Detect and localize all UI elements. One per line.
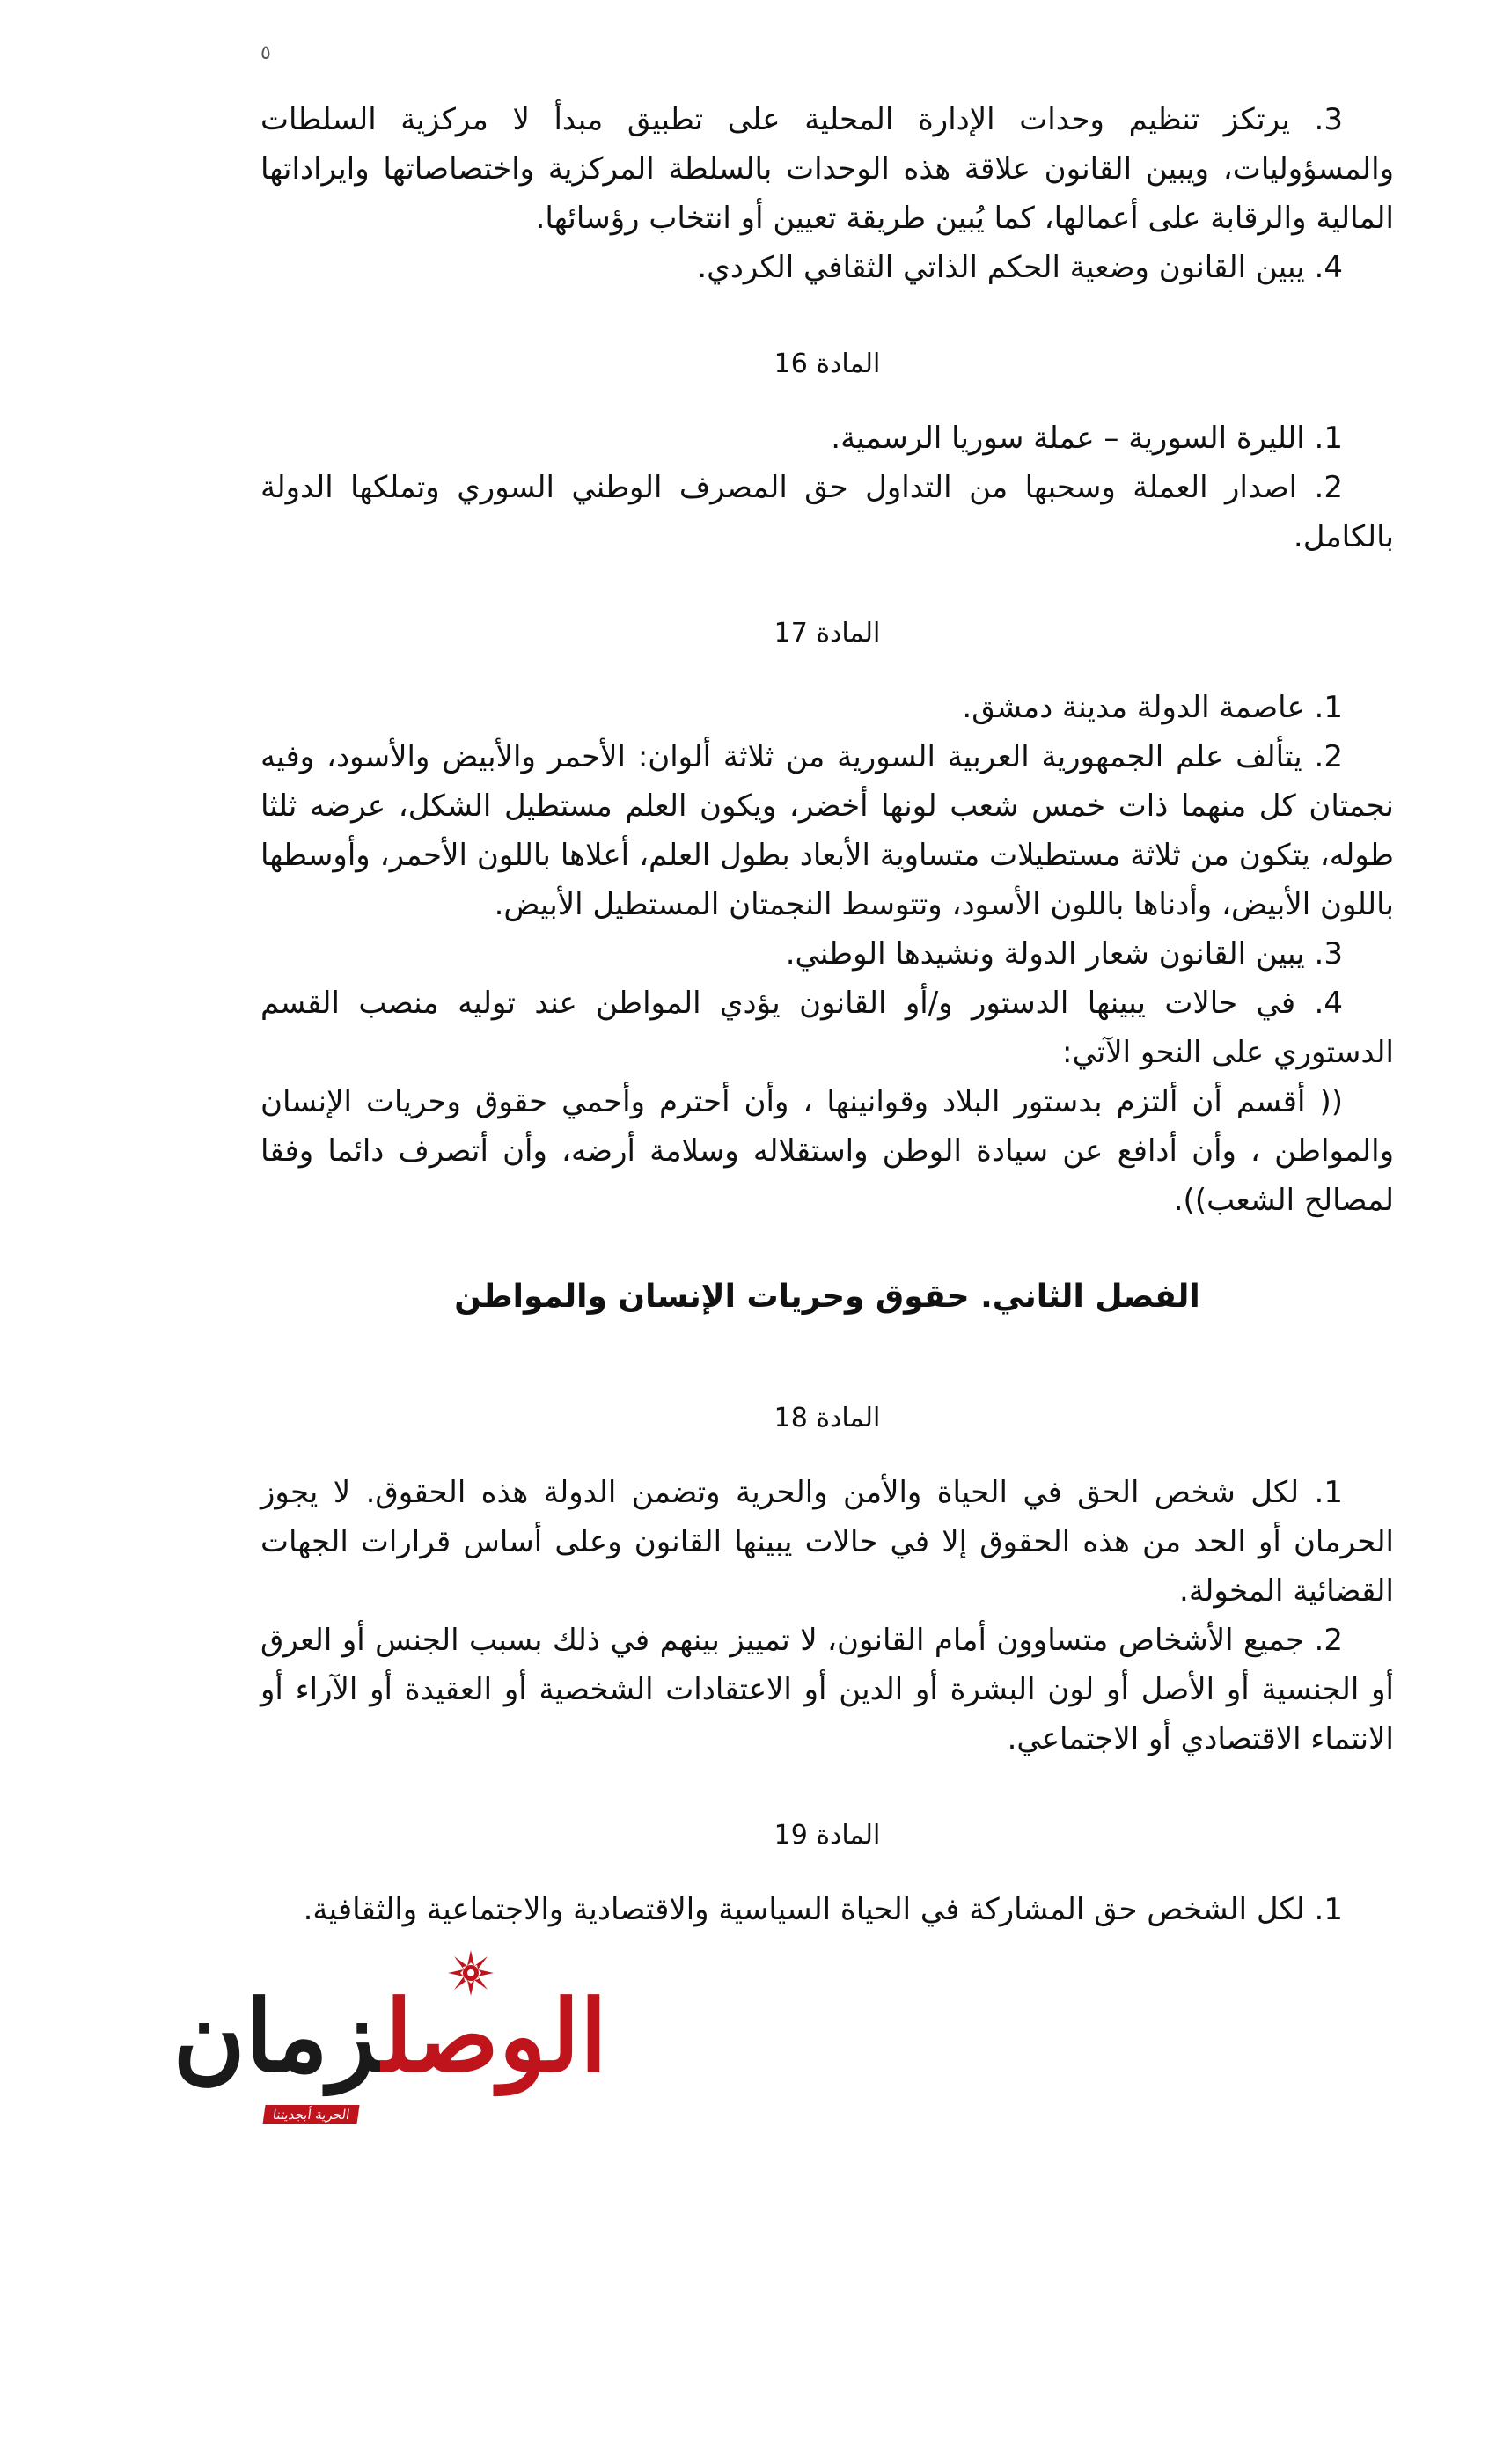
clause-paragraph: (( أقسم أن ألتزم بدستور البلاد وقوانينها ، وأن أحترم وأحمي حقوق وحريات الإنسان والمواطن ، وأن أدافع عن سيادة الوطن واستقلاله وسلامة أرضه، وأن أتصرف دائما وفقا لمصالح الشعب)). (260, 1084, 1394, 1218)
spacer (260, 1346, 1394, 1394)
clause-paragraph: 4. في حالات يبينها الدستور و/أو القانون يؤدي المواطن عند توليه منصب القسم الدستوري على النحو الآتي: (260, 986, 1394, 1070)
logo-name-dark: زمان (172, 1979, 383, 2094)
spacer (260, 292, 1394, 340)
spacer (260, 1322, 1394, 1346)
clause-paragraph: 1. لكل الشخص حق المشاركة في الحياة السياسية والاقتصادية والاجتماعية والثقافية. (303, 1892, 1343, 1927)
page-number: ٥ (260, 42, 271, 64)
article-heading: المادة 18 (774, 1403, 881, 1434)
clause-paragraph: 2. جميع الأشخاص متساوون أمام القانون، لا تمييز بينهم في ذلك بسبب الجنس أو العرق أو الجنسية أو الأصل أو لون البشرة أو الدين أو الاعتقادات الشخصية أو العقيدة أو الآراء أو الانتماء الاقتصادي أو الاجتماعي. (260, 1623, 1394, 1756)
spacer (260, 1860, 1394, 1885)
spacer (260, 658, 1394, 683)
spacer (260, 1764, 1394, 1811)
article-heading: المادة 17 (774, 618, 881, 649)
article-heading: المادة 16 (774, 348, 881, 379)
logo-tagline: الحرية أبجديتنا (262, 2105, 359, 2124)
zaman-alwasl-logo (172, 1936, 607, 2138)
logo-wordmark (172, 1979, 607, 2094)
document-body (260, 95, 1394, 1934)
clause-paragraph: 2. يتألف علم الجمهورية العربية السورية من ثلاثة ألوان: الأحمر والأبيض والأسود، وفيه نجمتان كل منهما ذات خمس شعب لونها أخضر، ويكون العلم مستطيل الشكل، عرضه ثلثا طوله، يتكون من ثلاثة مستطيلات متساوية الأبعاد بطول العلم، أعلاها باللون الأحمر، وأوسطها باللون الأبيض، وأدناها باللون الأسود، وتتوسط النجمتان المستطيل الأبيض. (260, 739, 1394, 922)
clause-paragraph: 2. اصدار العملة وسحبها من التداول حق المصرف الوطني السوري وتملكها الدولة بالكامل. (260, 470, 1394, 554)
logo-name-red: الوصل (382, 1979, 607, 2094)
chapter-heading: الفصل الثاني. حقوق وحريات الإنسان والمواطن (454, 1279, 1200, 1315)
clause-paragraph: 1. عاصمة الدولة مدينة دمشق. (962, 690, 1343, 725)
clause-paragraph: 1. لكل شخص الحق في الحياة والأمن والحرية وتضمن الدولة هذه الحقوق. لا يجوز الحرمان أو الحد من هذه الحقوق إلا في حالات يبينها القانون وعلى أساس قرارات الجهات القضائية المخولة. (260, 1475, 1394, 1609)
article-heading: المادة 19 (774, 1820, 881, 1851)
clause-paragraph: 1. الليرة السورية – عملة سوريا الرسمية. (831, 421, 1343, 456)
clause-paragraph: 3. يبين القانون شعار الدولة ونشيدها الوطني. (785, 936, 1343, 972)
spacer (260, 1443, 1394, 1468)
spacer (260, 389, 1394, 414)
clause-paragraph: 3. يرتكز تنظيم وحدات الإدارة المحلية على تطبيق مبدأ لا مركزية السلطات والمسؤوليات، ويبين القانون علاقة هذه الوحدات بالسلطة المركزية واختصاصاتها وايراداتها المالية والرقابة على أعمالها، كما يُبين طريقة تعيين أو انتخاب رؤسائها. (260, 102, 1394, 236)
clause-paragraph: 4. يبين القانون وضعية الحكم الذاتي الثقافي الكردي. (697, 250, 1343, 285)
spacer (260, 561, 1394, 609)
spacer (260, 1225, 1394, 1272)
